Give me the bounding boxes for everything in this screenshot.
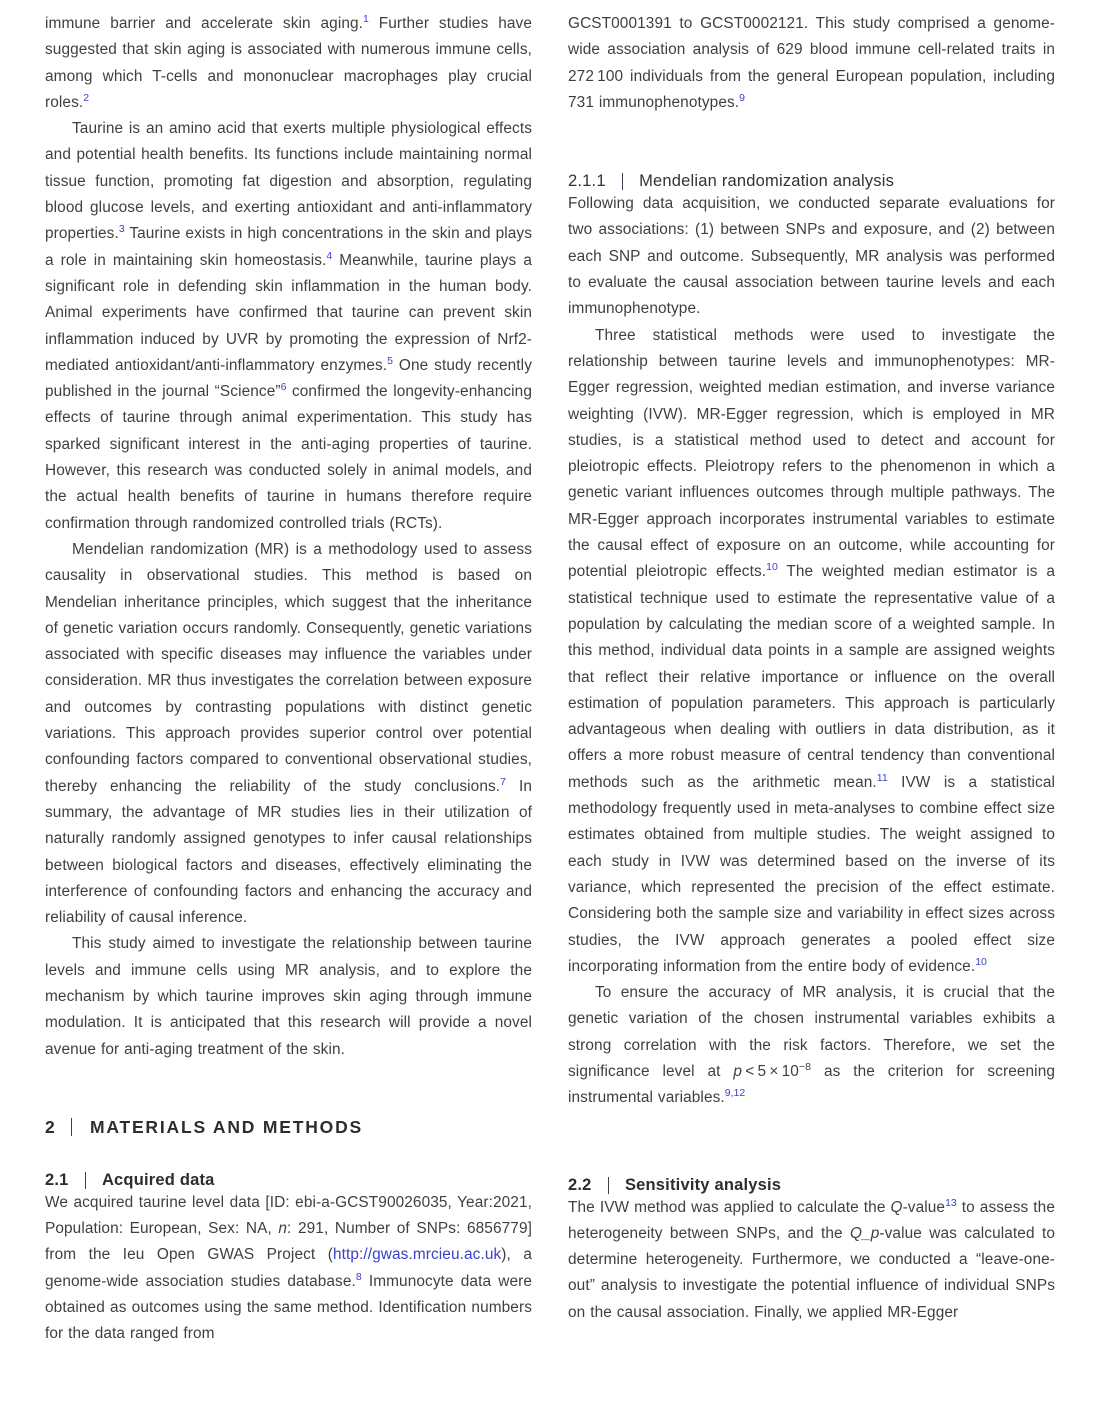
italic-term: Q — [890, 1198, 903, 1216]
paragraph-study-aim: This study aimed to investigate the relationship between taurine levels and immune cells using MR analysis, and to explore the mechanism by which taurine improves skin aging through immune modulation. It is anticipated that this research will provide a novel avenue for anti-aging treatment of the skin. — [45, 935, 532, 1058]
italic-term: n — [278, 1220, 288, 1238]
heading-divider — [85, 1172, 86, 1189]
subsection-title: Sensitivity analysis — [624, 1175, 782, 1194]
paragraph-three-statistical-methods: Three statistical methods were used to investigate the relationship between taurine levels and immunophenotypes: MR-Egger regression, weighted median estimation, and inverse variance weighting (IVW). MR-Egger regression, which is employed in MR studies, is a statistical method used to detect and account for pleiotropic effects. Pleiotropy refers to the phenomenon in which a genetic variant influences outcomes through multiple pathways. The MR-Egger approach incorporates instrumental variables to estimate the causal effect of exposure on an outcome, while accounting for potential pleiotropic effects.$^{10}$ The weighted median estimator is a statistical technique used to estimate the representative value of a population by calculating the median score of a weighted sample. In this method, individual data points in a sample are assigned weights that reflect their relative importance or influence on the overall estimation of population parameters. This approach is particularly advantageous when dealing with outliers in data distribution, as it offers a more robust measure of central tendency than conventional methods such as the arithmetic mean.$^{11}$ IVW is a statistical methodology frequently used in meta-analyses to combine effect size estimates obtained from multiple studies. The weight assigned to each study in IVW was determined based on the inverse of its variance, which represented the precision of the effect estimate. Considering both the sample size and variability in effect sizes across studies, the IVW approach generates a pooled effect size incorporating information from the entire body of evidence.$^{10}$ — [568, 326, 1055, 975]
paragraph-ensure-accuracy: To ensure the accuracy of MR analysis, it is crucial that the genetic variation of the chosen instrumental variables exhibits a strong correlation with the risk factors. Therefore, we set the significance level at $p < 5 \times 10^{-8}$ as the criterion for screening instrumental variables.$^{9,12}$ — [568, 984, 1056, 1107]
citation-reference[interactable]: 5 — [387, 354, 394, 367]
subsubsection-number: 2.1.1 — [568, 172, 606, 191]
right-column — [568, 11, 1055, 1395]
citation-reference[interactable]: 3 — [118, 223, 125, 236]
citation-reference[interactable]: 1 — [363, 12, 369, 25]
paragraph-gcst-range: GCST0001391 to GCST0002121. This study comprised a genome-wide association analysis of 629 blood immune cell-related traits in 272 100 individuals from the general European population, including 731 immunophenotypes.$^9$ — [568, 15, 1055, 111]
citation-reference[interactable]: 11 — [876, 771, 888, 784]
subsection-heading-acquired-data — [45, 1171, 532, 1190]
citation-reference[interactable]: 7 — [500, 775, 506, 788]
math-superscript: −8 — [798, 1060, 812, 1073]
italic-term: p — [733, 1062, 743, 1080]
subsection-number: 2.2 — [568, 1175, 592, 1194]
paragraph-acquired-data: We acquired taurine level data [ID: ebi-a-GCST90026035, Year:2021, Population: European, Sex: NA, n: 291, Number of SNPs: 6856779] from the Ieu Open GWAS Project (http://gwas.mrcieu.ac.uk), a genome-wide association studies database.$^8$ Immunocyte data were obtained as outcomes using the same method. Identification numbers for the data ranged from — [45, 1193, 532, 1343]
subsection-title: Acquired data — [101, 1170, 215, 1189]
subsection-number: 2.1 — [45, 1170, 69, 1189]
citation-reference[interactable]: 8 — [355, 1270, 362, 1283]
section-heading-materials-and-methods — [45, 1117, 532, 1138]
citation-reference[interactable]: 4 — [326, 249, 333, 262]
section-number: 2 — [45, 1116, 57, 1137]
citation-reference[interactable]: 10 — [975, 955, 987, 968]
section-title: MATERIALS AND METHODS — [89, 1116, 364, 1137]
subsubsection-heading-mr-analysis — [568, 172, 1055, 191]
citation-reference[interactable]: 2 — [83, 91, 90, 104]
citation-reference[interactable]: 9 — [739, 91, 745, 104]
italic-term: Q_p — [850, 1224, 880, 1242]
external-link[interactable]: http://gwas.mrcieu.ac.uk — [332, 1246, 502, 1264]
subsection-heading-sensitivity-analysis — [568, 1176, 1055, 1195]
heading-divider — [71, 1118, 72, 1136]
heading-divider — [622, 173, 623, 190]
citation-reference[interactable]: 6 — [280, 381, 287, 394]
subsubsection-title: Mendelian randomization analysis — [639, 172, 895, 191]
left-column — [45, 11, 532, 1395]
paragraph-mendelian-randomization: Mendelian randomization (MR) is a methodology used to assess causality in observational studies. This method is based on Mendelian inheritance principles, which suggest that the inheritance of genetic variation occurs randomly. Consequently, genetic variations associated with specific diseases may influence the variables under consideration. MR thus investigates the correlation between exposure and outcomes by contrasting populations with distinct genetic variations. This approach provides superior control over potential confounding factors compared to conventional observational studies, thereby enhancing the reliability of the study conclusions.$^7$ In summary, the advantage of MR studies lies in their utilization of naturally randomly assigned genotypes to infer causal relationships between biological factors and diseases, effectively eliminating the interference of confounding factors and enhancing the accuracy and reliability of causal inference. — [45, 540, 532, 927]
paragraph-following-data-acquisition: Following data acquisition, we conducted separate evaluations for two associations: (1) between SNPs and exposure, and (2) between each SNP and outcome. Subsequently, MR analysis was performed to evaluate the causal association between taurine levels and each immunophenotype. — [568, 195, 1055, 318]
heading-divider — [608, 1177, 609, 1194]
citation-reference[interactable]: 9,12 — [724, 1087, 746, 1100]
paragraph-taurine-overview: Taurine is an amino acid that exerts multiple physiological effects and potential health benefits. Its functions include maintaining normal tissue function, promoting fat digestion and absorption, regulating blood glucose levels, and exerting antioxidant and anti-inflammatory properties.$^3$ Taurine exists in high concentrations in the skin and plays a role in maintaining skin homeostasis.$^4$ Meanwhile, taurine plays a significant role in defending skin inflammation in the human body. Animal experiments have confirmed that taurine can prevent skin inflammation induced by UVR by promoting the expression of Nrf2-mediated antioxidant/anti-inflammatory enzymes.$^5$ One study recently published in the journal “Science”$^6$ confirmed the longevity-enhancing effects of taurine through animal experimentation. This study has sparked significant interest in the anti-aging properties of taurine. However, this research was conducted solely in animal models, and the actual health benefits of taurine in humans therefore require confirmation through randomized controlled trials (RCTs). — [45, 120, 532, 532]
paragraph-immune-barrier: immune barrier and accelerate skin aging.$^1$ Further studies have suggested that skin aging is associated with numerous immune cells, among which T-cells and mononuclear macrophages play crucial roles.$^2$ — [45, 12, 532, 111]
citation-reference[interactable]: 10 — [766, 561, 778, 574]
citation-reference[interactable]: 13 — [945, 1196, 957, 1209]
paragraph-ivw-method: The IVW method was applied to calculate the Q-value$^{13}$ to assess the heterogeneity between SNPs, and the Q_p-value was calculated to determine heterogeneity. Furthermore, we conducted a “leave-one-out” analysis to investigate the potential influence of individual SNPs on the causal association. Finally, we applied MR-Egger — [568, 1196, 1056, 1321]
